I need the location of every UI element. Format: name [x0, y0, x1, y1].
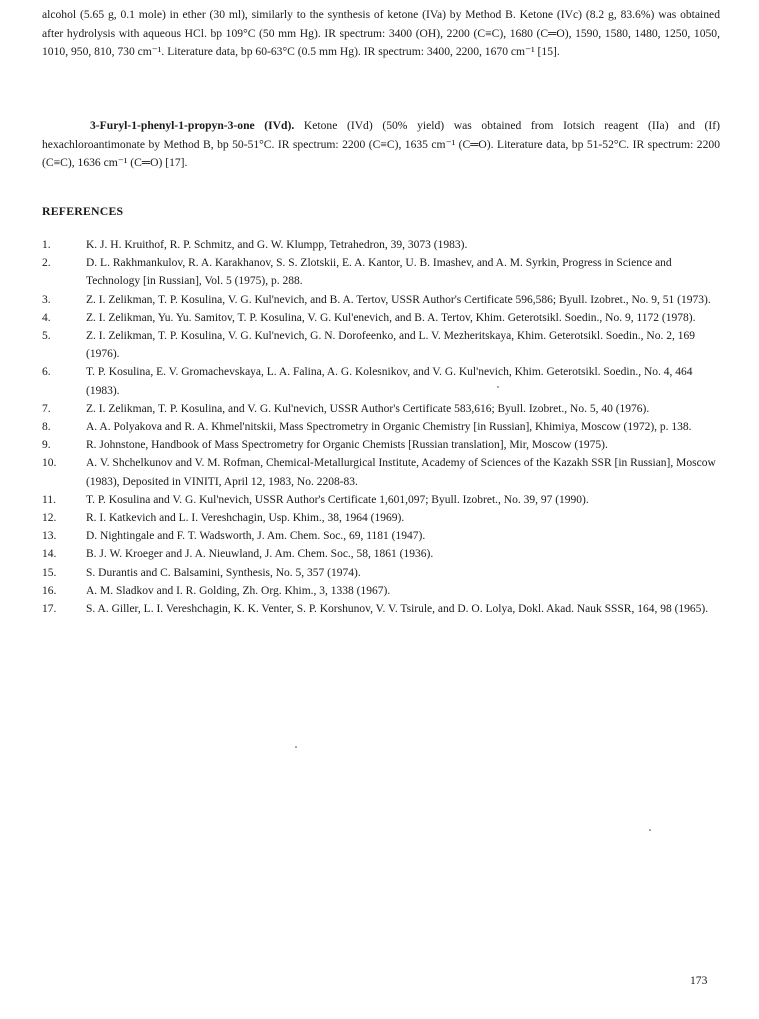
reference-item	[42, 309, 720, 327]
reference-number: 16.	[42, 584, 57, 597]
reference-number: 2.	[42, 257, 51, 270]
reference-text: A. A. Polyakova and R. A. Khmel'nitskii, Mass Spectrometry in Organic Chemistry [in Russian], Khimiya, Moscow (1972), p. 138.	[86, 421, 692, 434]
reference-item	[42, 436, 720, 454]
reference-item	[42, 327, 720, 363]
reference-list	[42, 236, 720, 618]
reference-number: 8.	[42, 421, 51, 434]
reference-text: A. M. Sladkov and I. R. Golding, Zh. Org. Khim., 3, 1338 (1967).	[86, 584, 391, 597]
reference-number: 11.	[42, 493, 56, 506]
reference-text: A. V. Shchelkunov and V. M. Rofman, Chemical-Metallurgical Institute, Academy of Sciences of the Kazakh SSR [in Russian], Moscow (1983), Deposited in VINITI, April 12, 1983, No. 2208-83.	[86, 457, 716, 488]
reference-text: B. J. W. Kroeger and J. A. Nieuwland, J. Am. Chem. Soc., 58, 1861 (1936).	[86, 548, 434, 561]
reference-item	[42, 454, 720, 490]
reference-number: 4.	[42, 311, 51, 324]
reference-number: 9.	[42, 439, 51, 452]
reference-number: 5.	[42, 330, 51, 343]
reference-item	[42, 291, 720, 309]
reference-text: Z. I. Zelikman, T. P. Kosulina, and V. G. Kul'nevich, USSR Author's Certificate 583,616; Byull. Izobret., No. 5, 40 (1976).	[86, 402, 650, 415]
reference-item	[42, 254, 720, 290]
reference-item	[42, 491, 720, 509]
reference-number: 14.	[42, 548, 57, 561]
reference-number: 17.	[42, 603, 57, 616]
reference-text: R. Johnstone, Handbook of Mass Spectrometry for Organic Chemists [Russian translation], Mir, Moscow (1975).	[86, 439, 608, 452]
reference-text: D. Nightingale and F. T. Wadsworth, J. Am. Chem. Soc., 69, 1181 (1947).	[86, 530, 426, 543]
reference-number: 1.	[42, 239, 51, 251]
reference-text: K. J. H. Kruithof, R. P. Schmitz, and G. W. Klumpp, Tetrahedron, 39, 3073 (1983).	[86, 239, 468, 251]
reference-item	[42, 545, 720, 563]
reference-number: 6.	[42, 366, 51, 379]
references-heading: REFERENCES	[42, 204, 124, 218]
reference-text: T. P. Kosulina and V. G. Kul'nevich, USSR Author's Certificate 1,601,097; Byull. Izobret., No. 39, 97 (1990).	[86, 493, 589, 506]
reference-text: Z. I. Zelikman, T. P. Kosulina, V. G. Kul'nevich, G. N. Dorofeenko, and L. V. Mezheritskaya, Khim. Geterotsikl. Soedin., No. 2, 169 (1976).	[86, 330, 695, 361]
experimental-paragraph-ivc: alcohol (5.65 g, 0.1 mole) in ether (30 ml), similarly to the synthesis of ketone (IVa) by Method B. Ketone (IVc) (8.2 g, 83.6%) was obtained after hydrolysis with aqueous HCl. bp 109°C (50 mm Hg). IR spectrum: 3400 (OH), 2200 (C≡C), 1680 (C═O), 1590, 1580, 1480, 1250, 1050, 1010, 950, 810, 730 cm⁻¹. Literature data, bp 60-63°C (0.5 mm Hg). IR spectrum: 3400, 2200, 1670 cm⁻¹ [15].	[42, 8, 720, 58]
reference-text: T. P. Kosulina, E. V. Gromachevskaya, L. A. Falina, A. G. Kolesnikov, and V. G. Kul'nevich, Khim. Geterotsikl. Soedin., No. 4, 464 (1983).	[86, 366, 693, 397]
reference-number: 12.	[42, 512, 57, 525]
reference-number: 13.	[42, 530, 57, 543]
reference-text: S. Durantis and C. Balsamini, Synthesis, No. 5, 357 (1974).	[86, 566, 361, 579]
reference-item	[42, 527, 720, 545]
reference-item	[42, 582, 720, 600]
reference-text: Z. I. Zelikman, T. P. Kosulina, V. G. Kul'nevich, and B. A. Tertov, USSR Author's Certificate 596,586; Byull. Izobret., No. 9, 51 (1973).	[86, 293, 711, 306]
reference-item	[42, 236, 720, 254]
scan-speck	[649, 829, 651, 831]
reference-text: R. I. Katkevich and L. I. Vereshchagin, Usp. Khim., 38, 1964 (1969).	[86, 512, 405, 525]
experimental-paragraph-ivd	[42, 117, 720, 173]
reference-text: Z. I. Zelikman, Yu. Yu. Samitov, T. P. Kosulina, V. G. Kul'enevich, and B. A. Tertov, Khim. Geterotsikl. Soedin., No. 9, 1172 (1978).	[86, 311, 696, 324]
reference-item	[42, 600, 720, 618]
reference-text: S. A. Giller, L. I. Vereshchagin, K. K. Venter, S. P. Korshunov, V. V. Tsirule, and D. O. Lolya, Dokl. Akad. Nauk SSSR, 164, 98 (1965).	[86, 603, 709, 616]
compound-procedure-ivd: Ketone (IVd) (50% yield) was obtained from Iotsich reagent (IIa) and (If) hexachloroantimonate by Method B, bp 50-51°C. IR spectrum: 2200 (C≡C), 1635 cm⁻¹ (C═O). Literature data, bp 51-52°C. IR spectrum: 2200 (C≡C), 1636 cm⁻¹ (C═O) [17].	[42, 119, 720, 169]
reference-text: D. L. Rakhmankulov, R. A. Karakhanov, S. S. Zlotskii, E. A. Kantor, U. B. Imashev, and A. M. Syrkin, Progress in Science and Technology [in Russian], Vol. 5 (1975), p. 288.	[86, 257, 672, 288]
reference-number: 7.	[42, 402, 51, 415]
page-number: 173	[690, 974, 708, 987]
reference-item	[42, 400, 720, 418]
reference-item	[42, 363, 720, 399]
reference-number: 3.	[42, 293, 51, 306]
reference-item	[42, 418, 720, 436]
compound-heading-ivd: 3-Furyl-1-phenyl-1-propyn-3-one (IVd).	[90, 119, 295, 132]
scan-speck	[295, 746, 297, 748]
reference-item	[42, 564, 720, 582]
scan-speck	[497, 386, 499, 388]
reference-item	[42, 509, 720, 527]
reference-number: 10.	[42, 457, 57, 470]
reference-number: 15.	[42, 566, 57, 579]
